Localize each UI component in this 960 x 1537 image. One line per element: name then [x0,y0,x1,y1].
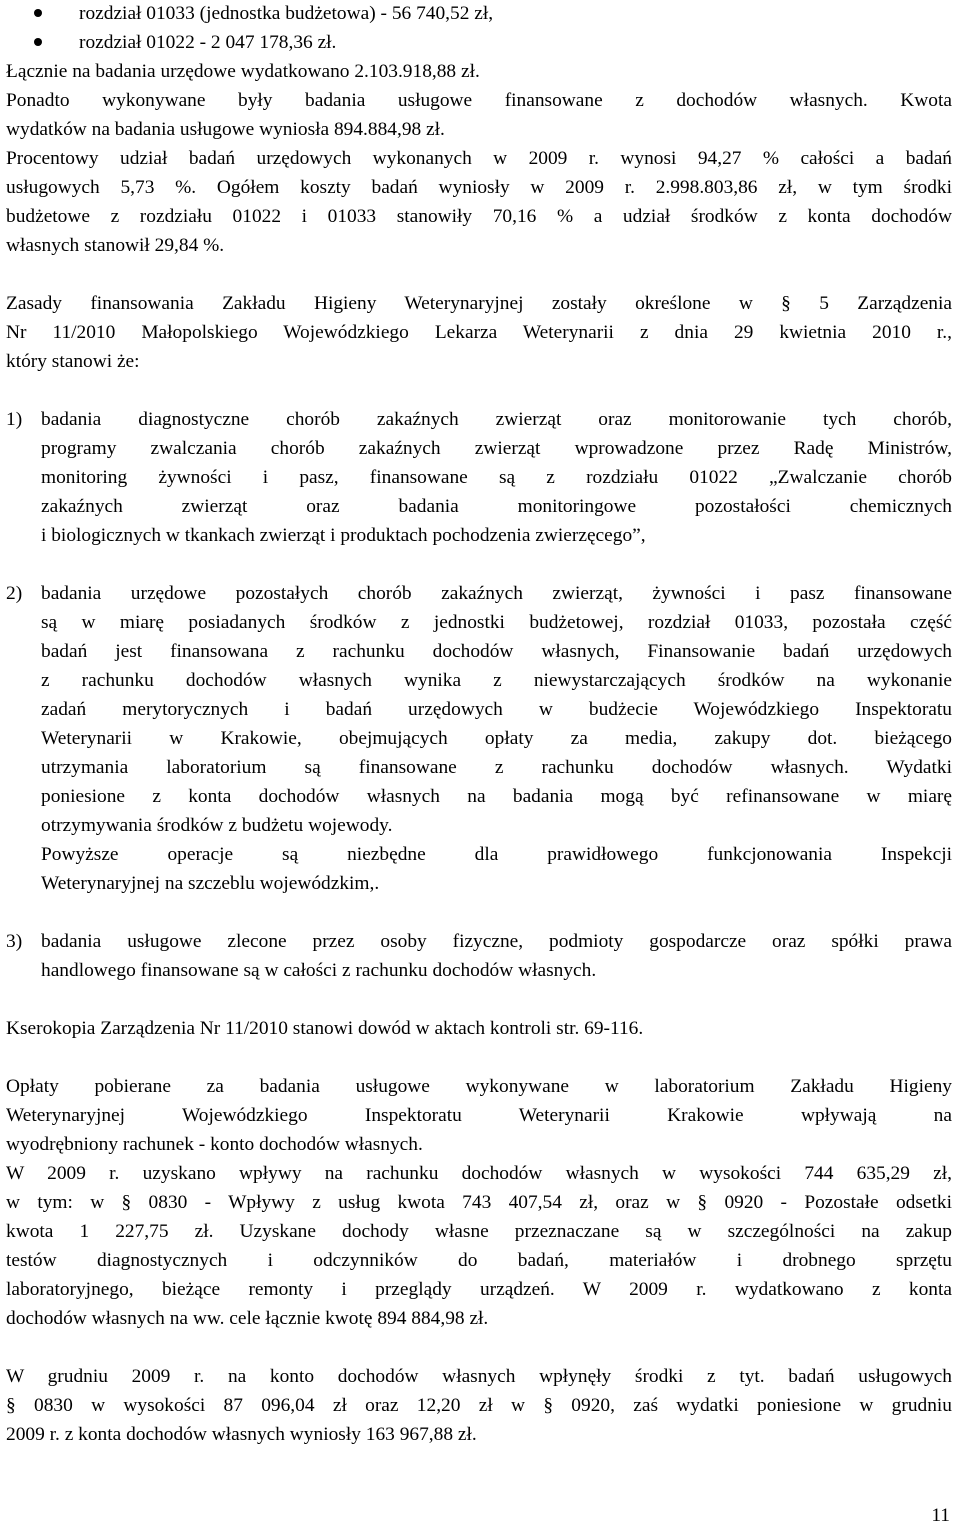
text-line: budżetowe z rozdziału 01022 i 01033 stanowiły 70,16 % a udział środków z konta dochodów [6,206,952,227]
text-line: § 0830 w wysokości 87 096,04 zł oraz 12,20 zł w § 0920, zaś wydatki poniesione w grudniu [6,1395,952,1416]
list-item-line: Powyższe operacje są niezbędne dla prawidłowego funkcjonowania Inspekcji [41,844,952,865]
text-line: Kserokopia Zarządzenia Nr 11/2010 stanowi dowód w aktach kontroli str. 69-116. [6,1018,644,1039]
text-line: Opłaty pobierane za badania usługowe wykonywane w laboratorium Zakładu Higieny [6,1076,952,1097]
list-item-line: utrzymania laboratorium są finansowane z rachunku dochodów własnych. Wydatki [41,757,952,778]
list-item-line: monitoring żywności i pasz, finansowane są z rozdziału 01022 „Zwalczanie chorób [41,467,952,488]
text-line: Procentowy udział badań urzędowych wykonanych w 2009 r. wynosi 94,27 % całości a badań [6,148,952,169]
text-line: wydatków na badania usługowe wyniosła 894.884,98 zł. [6,119,445,140]
text-line: własnych stanowił 29,84 %. [6,235,225,256]
list-number: 3) [6,931,23,952]
text-line: wyodrębniony rachunek - konto dochodów własnych. [6,1134,423,1155]
list-item-line: poniesione z konta dochodów własnych na badania mogą być refinansowane w miarę [41,786,952,807]
list-item-line: handlowego finansowane są w całości z rachunku dochodów własnych. [41,960,597,981]
page-number: 11 [931,1505,950,1526]
list-item-line: programy zwalczania chorób zakaźnych zwierząt wprowadzone przez Radę Ministrów, [41,438,952,459]
list-item-line: badań jest finansowana z rachunku dochodów własnych, Finansowanie badań urzędowych [41,641,952,662]
list-item-line: zakaźnych zwierząt oraz badania monitoringowe pozostałości chemicznych [41,496,952,517]
text-line: który stanowi że: [6,351,140,372]
bullet-dot [34,38,42,46]
list-item-line: z rachunku dochodów własnych wynika z niewystarczających środków na wykonanie [41,670,952,691]
text-line: Weterynaryjnej Wojewódzkiego Inspektoratu Weterynarii Krakowie wpływają na [6,1105,952,1126]
text-line: kwota 1 227,75 zł. Uzyskane dochody własne przeznaczane są w szczególności na zakup [6,1221,952,1242]
bullet-item: rozdział 01033 (jednostka budżetowa) - 56 740,52 zł, [79,3,494,24]
text-line: Zasady finansowania Zakładu Higieny Weterynaryjnej zostały określone w § 5 Zarządzenia [6,293,952,314]
text-line: W grudniu 2009 r. na konto dochodów własnych wpłynęły środki z tyt. badań usługowych [6,1366,952,1387]
list-item-line: otrzymywania środków z budżetu wojewody. [41,815,393,836]
list-item-line: Weterynaryjnej na szczeblu wojewódzkim,. [41,873,380,894]
list-item-line: zadań merytorycznych i badań urzędowych w budżecie Wojewódzkiego Inspektoratu [41,699,952,720]
bullet-item: rozdział 01022 - 2 047 178,36 zł. [79,32,337,53]
list-item-line: badania diagnostyczne chorób zakaźnych zwierząt oraz monitorowanie tych chorób, [41,409,952,430]
text-line: dochodów własnych na ww. cele łącznie kwotę 894 884,98 zł. [6,1308,489,1329]
list-item-line: i biologicznych w tkankach zwierząt i produktach pochodzenia zwierzęcego”, [41,525,646,546]
text-line: Łącznie na badania urzędowe wydatkowano 2.103.918,88 zł. [6,61,480,82]
text-line: Nr 11/2010 Małopolskiego Wojewódzkiego Lekarza Weterynarii z dnia 29 kwietnia 2010 r., [6,322,952,343]
bullet-dot [34,9,42,17]
list-item-line: Weterynarii w Krakowie, obejmujących opłaty za media, zakupy dot. bieżącego [41,728,952,749]
text-line: w tym: w § 0830 - Wpływy z usług kwota 743 407,54 zł, oraz w § 0920 - Pozostałe odsetki [6,1192,952,1213]
text-line: W 2009 r. uzyskano wpływy na rachunku dochodów własnych w wysokości 744 635,29 zł, [6,1163,952,1184]
text-line: testów diagnostycznych i odczynników do badań, materiałów i drobnego sprzętu [6,1250,952,1271]
text-line: Ponadto wykonywane były badania usługowe finansowane z dochodów własnych. Kwota [6,90,952,111]
text-line: 2009 r. z konta dochodów własnych wyniosły 163 967,88 zł. [6,1424,477,1445]
list-number: 2) [6,583,23,604]
list-number: 1) [6,409,23,430]
text-line: usługowych 5,73 %. Ogółem koszty badań wyniosły w 2009 r. 2.998.803,86 zł, w tym środki [6,177,952,198]
text-line: laboratoryjnego, bieżące remonty i przeglądy urządzeń. W 2009 r. wydatkowano z konta [6,1279,952,1300]
list-item-line: badania urzędowe pozostałych chorób zakaźnych zwierząt, żywności i pasz finansowane [41,583,952,604]
list-item-line: są w miarę posiadanych środków z jednostki budżetowej, rozdział 01033, pozostała część [41,612,952,633]
list-item-line: badania usługowe zlecone przez osoby fizyczne, podmioty gospodarcze oraz spółki prawa [41,931,952,952]
